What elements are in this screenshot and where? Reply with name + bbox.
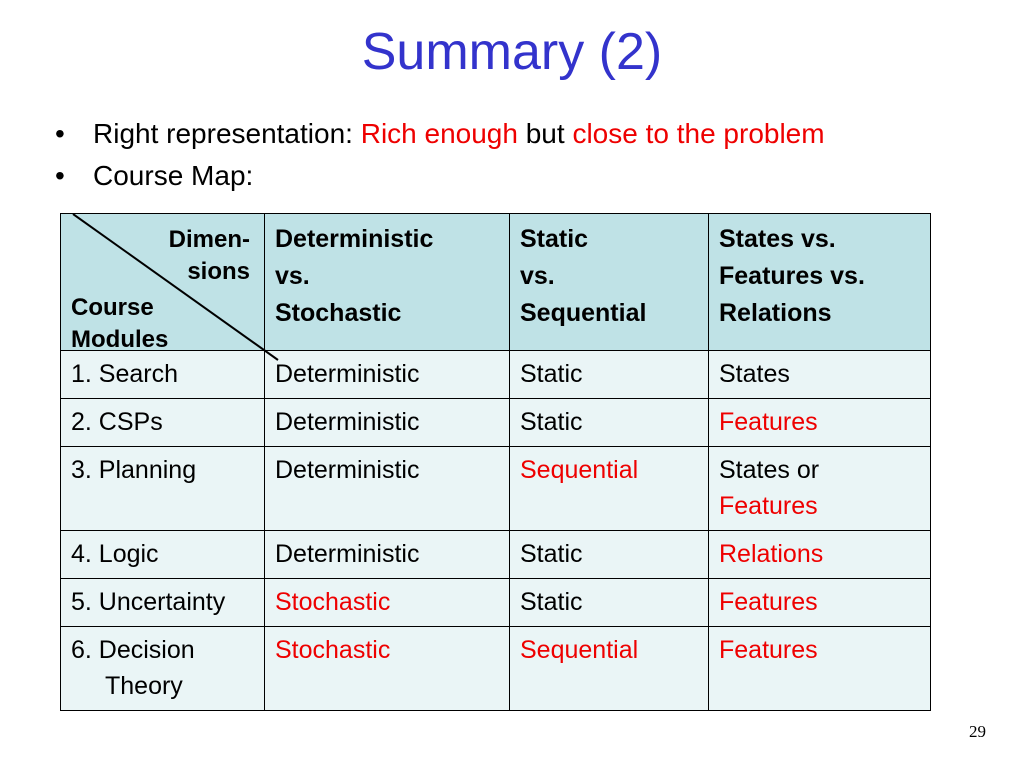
header-line: Deterministic xyxy=(275,225,434,253)
cell-representation: Features xyxy=(709,579,931,627)
corner-dim-line2: sions xyxy=(187,258,250,285)
course-map-table xyxy=(60,213,931,711)
header-line: vs. xyxy=(520,262,555,290)
cell-text-features: Features xyxy=(719,492,818,520)
table-header-row xyxy=(61,214,931,351)
highlight-rich-enough: Rich enough xyxy=(360,118,518,149)
bullet-text-prefix: Right representation: xyxy=(93,118,361,149)
cell-representation: Relations xyxy=(709,531,931,579)
bullet-icon: • xyxy=(55,118,65,149)
module-cell: 5. Uncertainty xyxy=(61,579,265,627)
bullet-icon: • xyxy=(55,160,65,191)
page-number: 29 xyxy=(969,722,986,741)
module-cell: 1. Search xyxy=(61,351,265,399)
module-text-line1: 6. Decision xyxy=(71,636,195,664)
cell-determinism: Deterministic xyxy=(265,531,510,579)
bullet-item-course-map xyxy=(55,160,825,192)
header-line: Sequential xyxy=(520,299,647,327)
header-line: States vs. xyxy=(719,225,836,253)
header-static-sequential xyxy=(510,214,709,351)
cell-representation: Features xyxy=(709,399,931,447)
corner-modules-label xyxy=(71,292,168,356)
cell-representation: States xyxy=(709,351,931,399)
cell-dynamics: Static xyxy=(510,531,709,579)
corner-dim-line1: Dimen- xyxy=(168,226,250,253)
bullet-text-course-map: Course Map: xyxy=(93,160,254,191)
cell-determinism: Deterministic xyxy=(265,351,510,399)
module-text-line2: Theory xyxy=(105,672,183,700)
cell-dynamics: Static xyxy=(510,351,709,399)
corner-mod-line2: Modules xyxy=(71,326,169,353)
table-row xyxy=(61,627,931,711)
module-cell: 2. CSPs xyxy=(61,399,265,447)
cell-text-states-or: States or xyxy=(719,456,820,484)
module-cell: 3. Planning xyxy=(61,447,265,531)
cell-dynamics: Sequential xyxy=(510,447,709,531)
cell-dynamics: Static xyxy=(510,399,709,447)
cell-determinism: Stochastic xyxy=(265,579,510,627)
corner-dimensions-label xyxy=(169,224,250,288)
module-cell xyxy=(61,627,265,711)
header-deterministic-stochastic xyxy=(265,214,510,351)
cell-dynamics: Sequential xyxy=(510,627,709,711)
table-row xyxy=(61,447,931,531)
header-states-features-relations xyxy=(709,214,931,351)
cell-representation: Features xyxy=(709,627,931,711)
table-row xyxy=(61,531,931,579)
header-line: Stochastic xyxy=(275,299,402,327)
table-row xyxy=(61,579,931,627)
header-line: vs. xyxy=(275,262,310,290)
bullet-list xyxy=(55,118,825,202)
corner-header-cell xyxy=(61,214,265,351)
bullet-text-middle: but xyxy=(517,118,573,149)
cell-determinism: Stochastic xyxy=(265,627,510,711)
corner-mod-line1: Course xyxy=(71,294,154,321)
header-line: Static xyxy=(520,225,589,253)
highlight-close-to-problem: close to the problem xyxy=(572,118,825,149)
cell-determinism: Deterministic xyxy=(265,399,510,447)
cell-dynamics: Static xyxy=(510,579,709,627)
cell-representation xyxy=(709,447,931,531)
header-line: Relations xyxy=(719,299,832,327)
cell-determinism: Deterministic xyxy=(265,447,510,531)
slide-title: Summary (2) xyxy=(361,23,663,81)
table-row xyxy=(61,399,931,447)
header-line: Features vs. xyxy=(719,262,865,290)
bullet-item-representation xyxy=(55,118,825,150)
module-cell: 4. Logic xyxy=(61,531,265,579)
